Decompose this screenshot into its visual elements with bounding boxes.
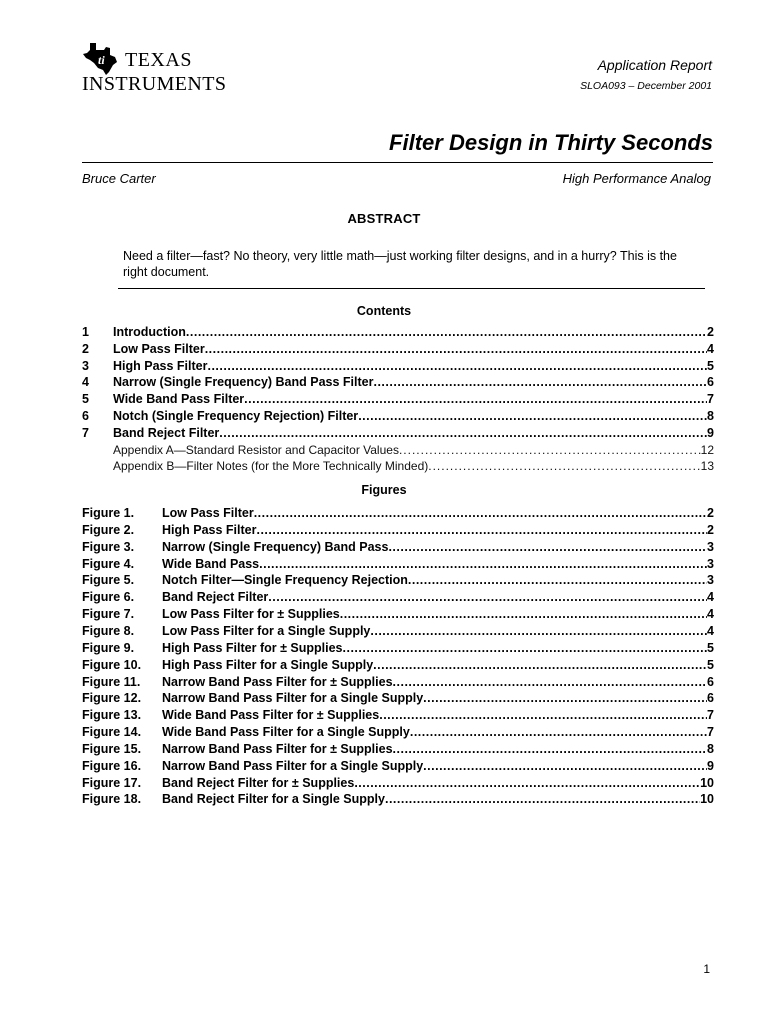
entry-page: 3 <box>707 556 714 571</box>
entry-number: Figure 7. <box>82 607 135 622</box>
figure-entry[interactable] <box>82 505 714 521</box>
dot-leader <box>343 640 708 656</box>
entry-title: Low Pass Filter for a Single Supply <box>162 623 371 638</box>
entry-page: 4 <box>707 341 714 356</box>
entry-number: Figure 15. <box>82 741 142 756</box>
entry-title: Narrow (Single Frequency) Band Pass Filter <box>113 375 374 390</box>
toc-appendix-entry[interactable] <box>82 458 714 474</box>
entry-page: 8 <box>707 741 714 756</box>
entry-title: Notch (Single Frequency Rejection) Filter <box>113 409 359 423</box>
figure-entry[interactable] <box>82 623 714 639</box>
toc-appendix-entry[interactable] <box>82 442 714 458</box>
entry-page: 2 <box>707 522 714 537</box>
entry-page: 5 <box>707 640 714 655</box>
dot-leader <box>399 442 701 458</box>
ti-logo <box>82 40 252 100</box>
toc-entry[interactable] <box>82 324 714 340</box>
title-divider <box>82 162 713 163</box>
entry-number: 1 <box>82 325 89 339</box>
figures-heading: Figures <box>361 483 407 497</box>
abstract-text: Need a filter—fast? No theory, very little math—just working filter designs, and in a hurry? This is the right document. <box>123 249 677 279</box>
dot-leader <box>379 707 707 723</box>
entry-page: 6 <box>707 691 714 706</box>
figure-entry[interactable] <box>82 674 714 690</box>
entry-page: 5 <box>707 358 714 373</box>
toc-entry[interactable] <box>82 358 714 374</box>
toc-entry[interactable] <box>82 374 714 390</box>
entry-number: 6 <box>82 409 89 423</box>
entry-number: Figure 11. <box>82 674 141 689</box>
entry-title: Notch Filter—Single Frequency Rejection <box>162 573 408 588</box>
entry-title: Wide Band Pass Filter <box>113 392 245 407</box>
entry-title: Appendix A—Standard Resistor and Capacitor Values <box>113 442 399 457</box>
entry-page: 5 <box>707 657 714 672</box>
entry-title: Band Reject Filter <box>113 425 220 440</box>
entry-page: 7 <box>707 392 714 407</box>
entry-page: 2 <box>707 506 714 520</box>
entry-page: 3 <box>707 573 714 588</box>
svg-text:ti: ti <box>98 53 105 67</box>
entry-title: High Pass Filter for a Single Supply <box>162 657 374 672</box>
entry-page: 4 <box>707 623 714 638</box>
entry-title: Narrow Band Pass Filter for ± Supplies <box>162 674 393 689</box>
entry-page: 9 <box>707 425 714 440</box>
dot-leader <box>259 556 707 572</box>
entry-title: Low Pass Filter for ± Supplies <box>162 607 340 622</box>
entry-page: 12 <box>700 442 714 457</box>
entry-number: Figure 13. <box>82 708 142 723</box>
figure-entry[interactable] <box>82 741 714 757</box>
entry-page: 4 <box>707 607 714 622</box>
entry-title: Band Reject Filter for a Single Supply <box>162 792 385 807</box>
entry-number: Figure 10. <box>82 657 142 672</box>
figure-entry[interactable] <box>82 589 714 605</box>
dot-leader <box>385 791 700 807</box>
dot-leader <box>254 505 707 521</box>
entry-title: High Pass Filter <box>162 522 257 537</box>
entry-page: 3 <box>707 539 714 554</box>
dot-leader <box>428 458 700 474</box>
figure-entry[interactable] <box>82 724 714 740</box>
entry-title: Band Reject Filter <box>162 590 269 605</box>
figure-entry[interactable] <box>82 556 714 572</box>
entry-page: 2 <box>707 325 714 339</box>
entry-title: Appendix B—Filter Notes (for the More Technically Minded) <box>113 459 429 474</box>
entry-title: Narrow Band Pass Filter for a Single Supply <box>162 758 424 773</box>
dot-leader <box>393 674 708 690</box>
entry-title: Low Pass Filter <box>162 506 254 520</box>
logo-text-instruments: INSTRUMENTS <box>82 73 227 95</box>
entry-number: 7 <box>82 425 89 440</box>
toc-entry[interactable] <box>82 408 714 424</box>
entry-page: 4 <box>707 590 714 605</box>
entry-page: 13 <box>700 459 714 474</box>
entry-number: Figure 2. <box>82 522 135 537</box>
entry-title: Band Reject Filter for ± Supplies <box>162 775 355 790</box>
doc-id: SLOA093 – December 2001 <box>580 80 712 92</box>
entry-title: Narrow (Single Frequency) Band Pass <box>162 539 389 554</box>
dot-leader <box>370 623 707 639</box>
author: Bruce Carter <box>82 171 156 186</box>
toc-entry[interactable] <box>82 391 714 407</box>
entry-number: Figure 3. <box>82 539 135 554</box>
doc-type: Application Report <box>597 57 712 73</box>
abstract-heading: ABSTRACT <box>347 211 421 226</box>
entry-number: Figure 18. <box>82 792 142 807</box>
texas-state-icon <box>82 42 118 76</box>
entry-number: Figure 16. <box>82 758 142 773</box>
entry-number: 5 <box>82 392 89 407</box>
contents-heading: Contents <box>356 304 412 318</box>
dot-leader <box>423 758 707 774</box>
figure-entry[interactable] <box>82 791 714 807</box>
toc-entry[interactable] <box>82 341 714 357</box>
entry-number: Figure 9. <box>82 640 135 655</box>
entry-number: Figure 12. <box>82 691 142 706</box>
dot-leader <box>268 589 707 605</box>
dot-leader <box>205 341 707 357</box>
dot-leader <box>373 657 707 673</box>
entry-title: High Pass Filter for ± Supplies <box>162 640 343 655</box>
figure-entry[interactable] <box>82 539 714 555</box>
entry-page: 7 <box>707 725 714 740</box>
entry-title: Wide Band Pass <box>162 556 260 571</box>
page-number: 1 <box>703 962 710 976</box>
entry-page: 6 <box>707 375 714 390</box>
entry-number: Figure 6. <box>82 590 135 605</box>
logo-text-texas: TEXAS <box>125 49 192 71</box>
entry-page: 10 <box>700 792 714 807</box>
entry-number: Figure 8. <box>82 623 135 638</box>
figure-entry[interactable] <box>82 657 714 673</box>
dot-leader <box>244 391 707 407</box>
figure-entry[interactable] <box>82 690 714 706</box>
figure-entry[interactable] <box>82 758 714 774</box>
dot-leader <box>207 358 707 374</box>
entry-number: Figure 4. <box>82 556 135 571</box>
figure-entry[interactable] <box>82 707 714 723</box>
dot-leader <box>388 539 707 555</box>
entry-number: Figure 17. <box>82 775 142 790</box>
entry-number: Figure 14. <box>82 725 142 740</box>
dot-leader <box>358 408 707 424</box>
figure-entry[interactable] <box>82 572 714 588</box>
entry-page: 10 <box>700 775 714 790</box>
entry-number: Figure 5. <box>82 573 135 588</box>
entry-page: 9 <box>707 758 714 773</box>
entry-number: 4 <box>82 375 89 390</box>
entry-title: High Pass Filter <box>113 358 208 373</box>
dot-leader <box>393 741 708 757</box>
dot-leader <box>354 775 700 791</box>
dot-leader <box>373 374 707 390</box>
dot-leader <box>340 606 707 622</box>
dot-leader <box>410 724 707 740</box>
page-title: Filter Design in Thirty Seconds <box>389 130 713 155</box>
entry-page: 6 <box>707 674 714 689</box>
department: High Performance Analog <box>562 171 711 186</box>
figure-entry[interactable] <box>82 775 714 791</box>
figure-entry[interactable] <box>82 522 714 538</box>
dot-leader <box>408 572 707 588</box>
entry-page: 7 <box>707 708 714 723</box>
dot-leader <box>219 425 707 441</box>
abstract-divider <box>118 288 705 289</box>
entry-title: Narrow Band Pass Filter for a Single Supply <box>162 691 424 706</box>
dot-leader <box>423 690 707 706</box>
dot-leader <box>256 522 707 538</box>
entry-title: Wide Band Pass Filter for ± Supplies <box>162 708 380 723</box>
figure-entry[interactable] <box>82 606 714 622</box>
figure-entry[interactable] <box>82 640 714 656</box>
entry-title: Introduction <box>113 325 186 339</box>
toc-entry[interactable] <box>82 425 714 441</box>
entry-title: Wide Band Pass Filter for a Single Supply <box>162 725 410 740</box>
entry-number: 2 <box>82 341 89 356</box>
entry-title: Narrow Band Pass Filter for ± Supplies <box>162 741 393 756</box>
entry-number: 3 <box>82 358 89 373</box>
entry-title: Low Pass Filter <box>113 341 205 356</box>
dot-leader <box>186 324 707 340</box>
entry-number: Figure 1. <box>82 506 135 520</box>
entry-page: 8 <box>707 409 714 423</box>
